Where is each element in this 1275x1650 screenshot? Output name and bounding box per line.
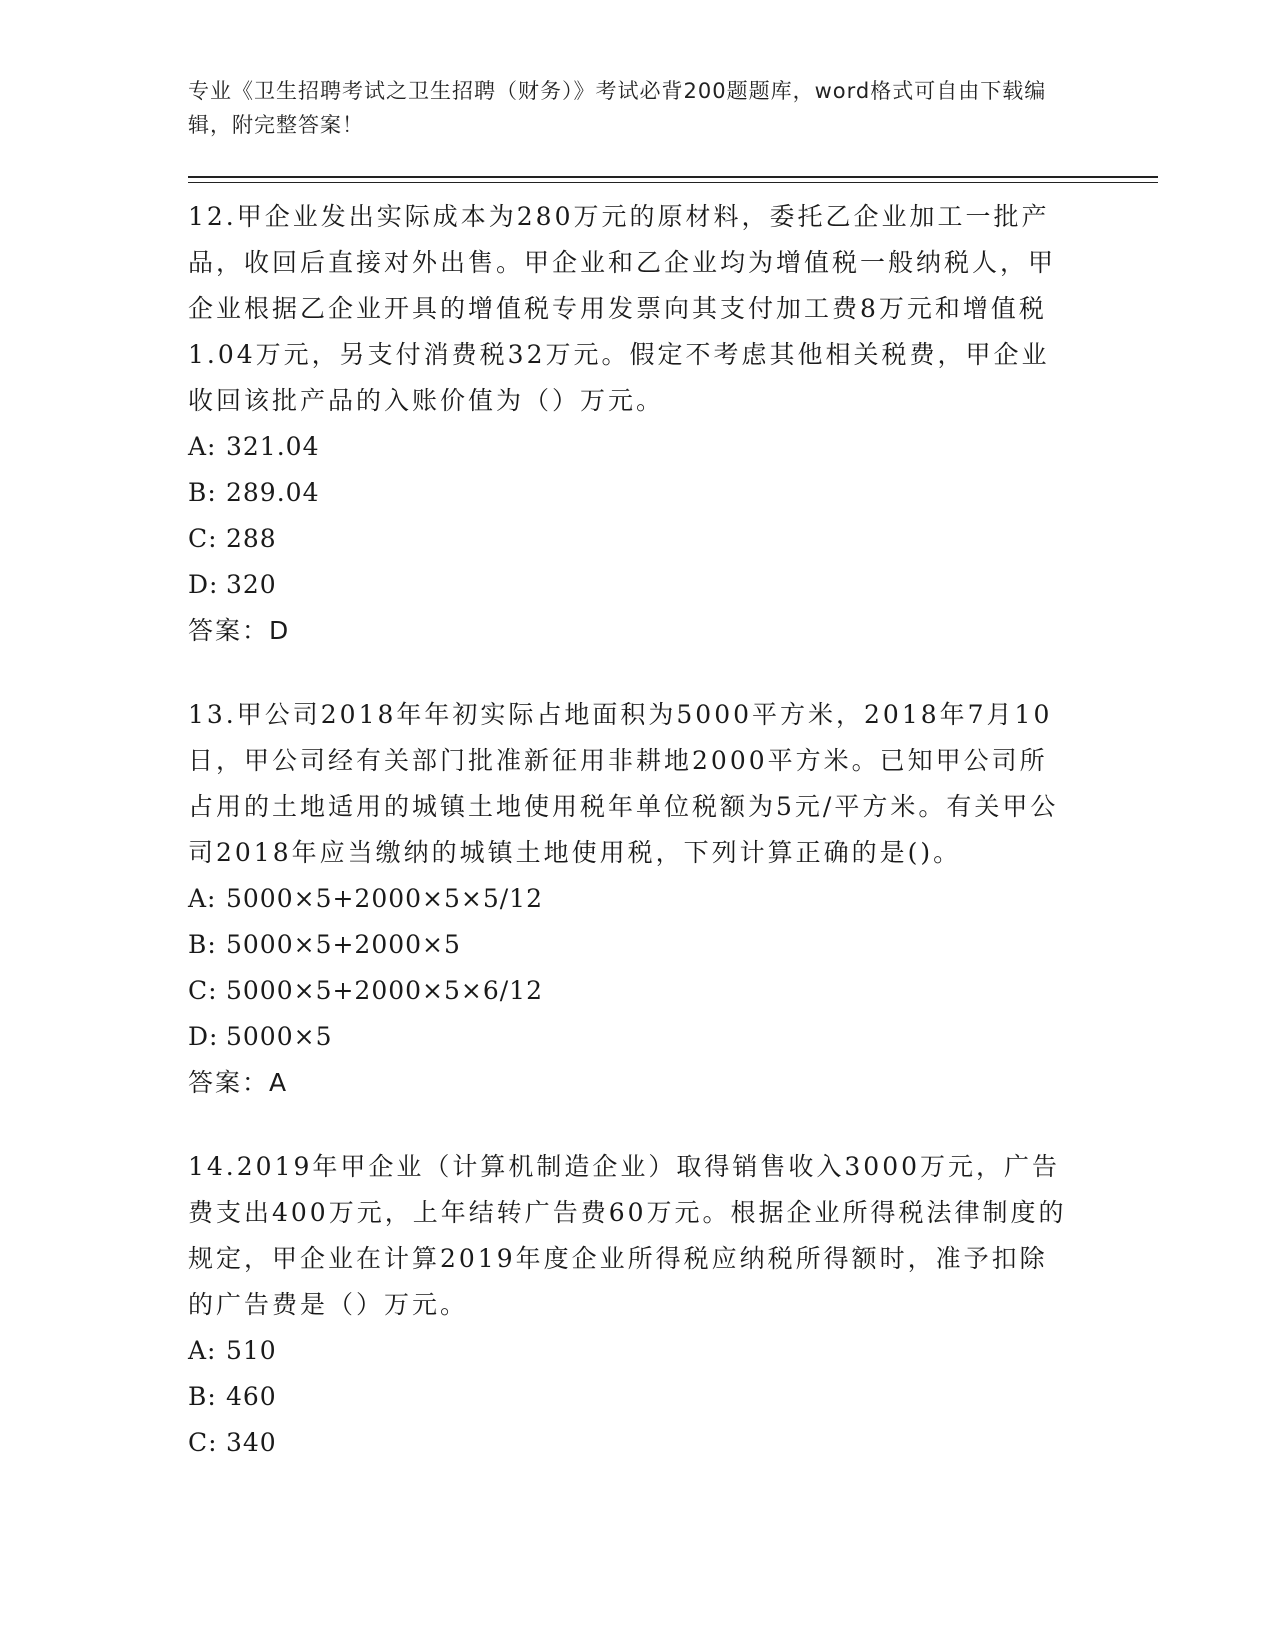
option-d [188,1014,1088,1060]
option-text: 5000×5+2000×5 [226,930,461,959]
option-text: 5000×5 [226,1022,333,1051]
question-stem: 14.2019年甲企业（计算机制造企业）取得销售收入3000万元，广告费支出400万元，上年结转广告费60万元。根据企业所得税法律制度的规定，甲企业在计算2019年度企业所得税应纳税所得额时，准予扣除的广告费是（）万元。 [188,1152,1067,1319]
option-a [188,1328,1088,1374]
question-12 [188,194,1088,654]
option-text: 288 [226,524,277,553]
option-key: A: [188,432,217,461]
option-key: A: [188,1336,217,1365]
option-text: 321.04 [226,432,320,461]
question-list [188,194,1088,1504]
question-14 [188,1144,1088,1466]
option-text: 5000×5+2000×5×6/12 [226,976,543,1005]
option-key: B: [188,478,217,507]
header-divider-thick [188,176,1158,178]
option-b [188,922,1088,968]
question-13 [188,692,1088,1106]
option-text: 510 [226,1336,277,1365]
option-key: B: [188,1382,217,1411]
option-text: 5000×5+2000×5×5/12 [226,884,543,913]
answer-line: 答案：A [188,1068,289,1097]
option-text: 460 [226,1382,277,1411]
document-header: 专业《卫生招聘考试之卫生招聘（财务）》考试必背200题题库，word格式可自由下载编辑，附完整答案！ [188,79,1047,137]
option-key: C: [188,976,218,1005]
option-c [188,1420,1088,1466]
answer-line: 答案：D [188,616,291,645]
header-divider-thin [188,182,1158,183]
option-a [188,876,1088,922]
option-key: D: [188,1022,219,1051]
option-key: B: [188,930,217,959]
option-c [188,968,1088,1014]
option-key: C: [188,524,218,553]
option-b [188,470,1088,516]
question-stem: 12.甲企业发出实际成本为280万元的原材料，委托乙企业加工一批产品，收回后直接对外出售。甲企业和乙企业均为增值税一般纳税人，甲企业根据乙企业开具的增值税专用发票向其支付加工费8万元和增值税1.04万元，另支付消费税32万元。假定不考虑其他相关税费，甲企业收回该批产品的入账价值为（）万元。 [188,202,1057,415]
option-text: 289.04 [226,478,320,507]
option-b [188,1374,1088,1420]
option-c [188,516,1088,562]
option-text: 320 [226,570,277,599]
question-stem: 13.甲公司2018年年初实际占地面积为5000平方米，2018年7月10日，甲公司经有关部门批准新征用非耕地2000平方米。已知甲公司所占用的土地适用的城镇土地使用税年单位税额为5元/平方米。有关甲公司2018年应当缴纳的城镇土地使用税，下列计算正确的是()。 [188,700,1059,867]
option-a [188,424,1088,470]
option-key: C: [188,1428,218,1457]
option-key: A: [188,884,217,913]
option-d [188,562,1088,608]
option-text: 340 [226,1428,277,1457]
option-key: D: [188,570,219,599]
